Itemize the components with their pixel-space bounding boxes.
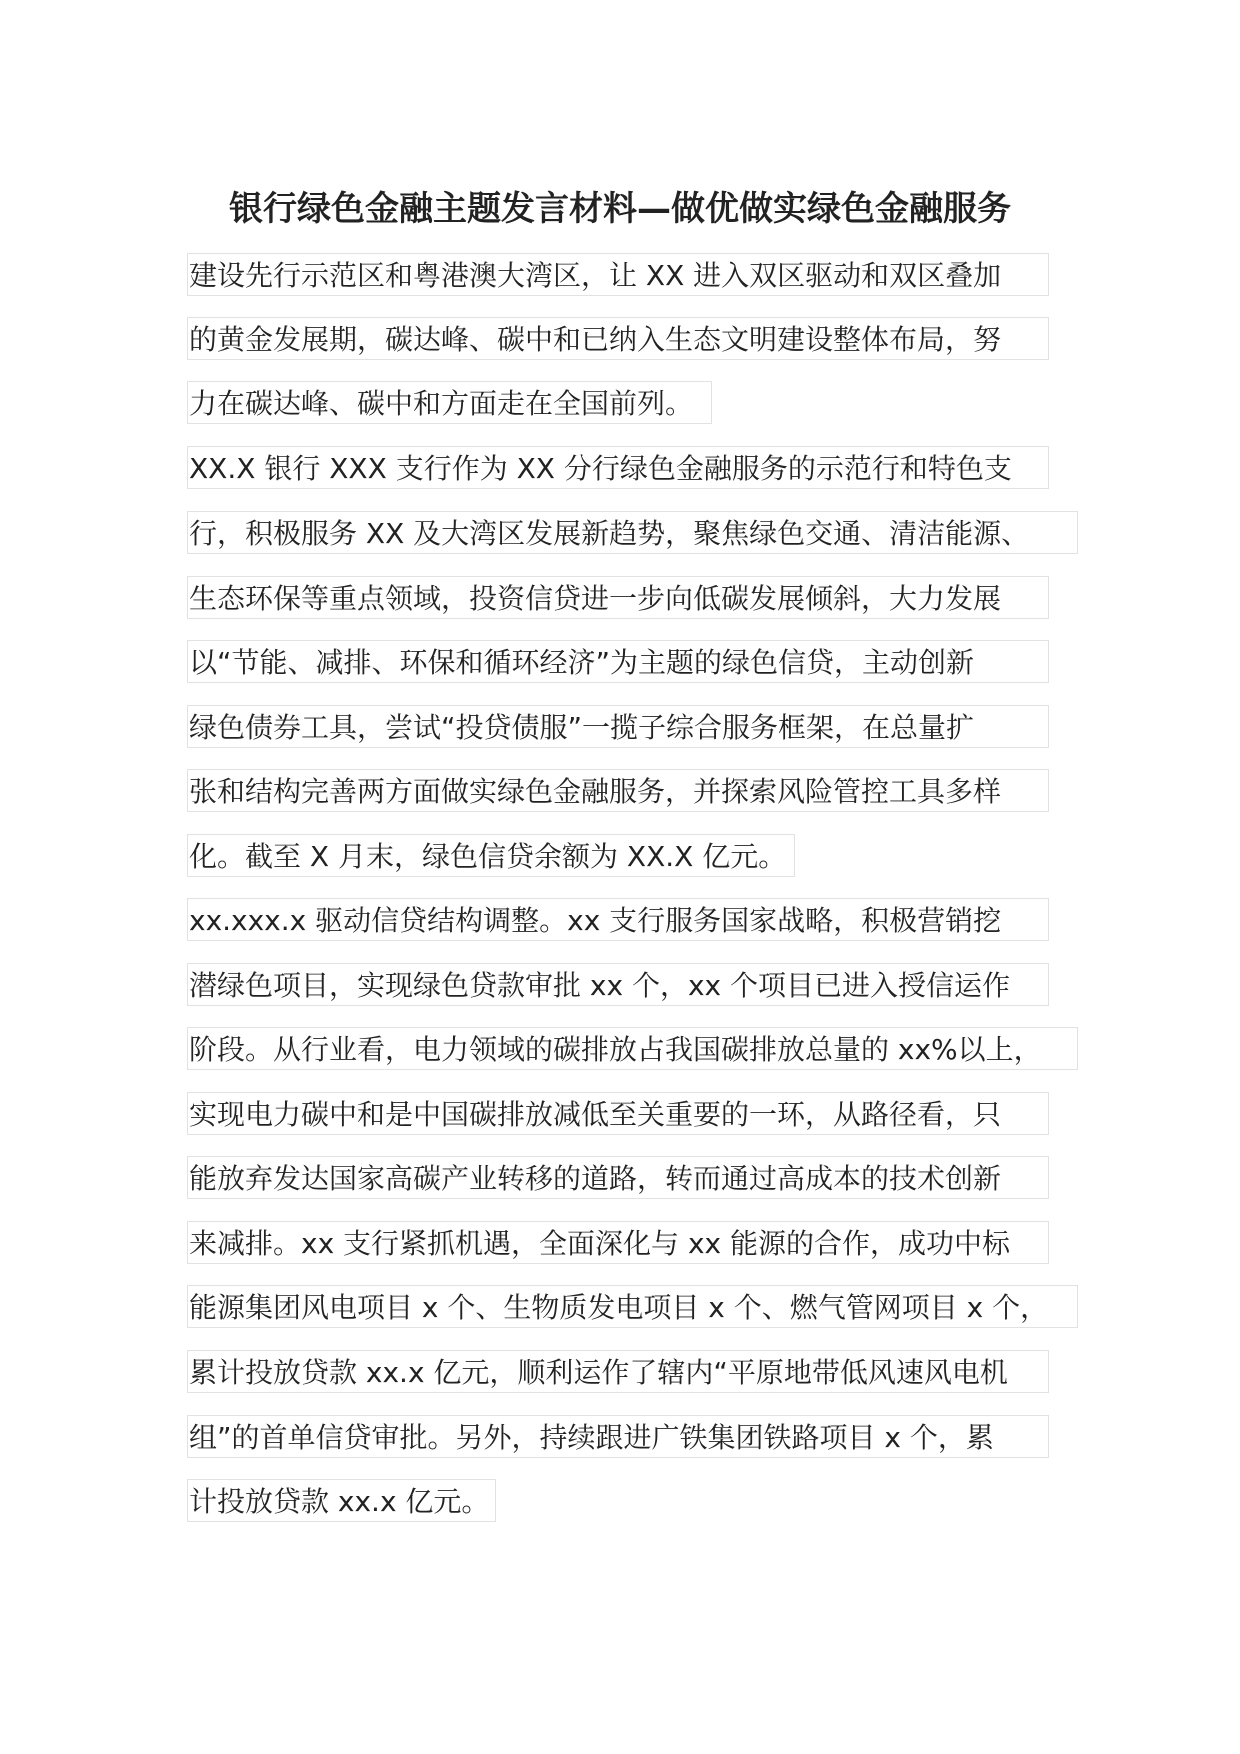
text-line: xx.xxx.x 驱动信贷结构调整。xx 支行服务国家战略，积极营销挖 — [187, 898, 1049, 941]
text-line: 力在碳达峰、碳中和方面走在全国前列。 — [187, 381, 712, 424]
text-line: 阶段。从行业看，电力领域的碳排放占我国碳排放总量的 xx%以上， — [187, 1027, 1078, 1070]
text-line: 实现电力碳中和是中国碳排放减低至关重要的一环，从路径看，只 — [187, 1092, 1049, 1135]
text-line: 能源集团风电项目 x 个、生物质发电项目 x 个、燃气管网项目 x 个， — [187, 1285, 1078, 1328]
text-line: 潜绿色项目，实现绿色贷款审批 xx 个，xx 个项目已进入授信运作 — [187, 963, 1049, 1006]
text-line: 来减排。xx 支行紧抓机遇，全面深化与 xx 能源的合作，成功中标 — [187, 1221, 1049, 1264]
text-line: 行，积极服务 XX 及大湾区发展新趋势，聚焦绿色交通、清洁能源、 — [187, 511, 1078, 554]
text-line: 化。截至 X 月末，绿色信贷余额为 XX.X 亿元。 — [187, 834, 795, 877]
text-line: 计投放贷款 xx.x 亿元。 — [187, 1479, 496, 1522]
text-line: 张和结构完善两方面做实绿色金融服务，并探索风险管控工具多样 — [187, 769, 1049, 812]
text-line: 生态环保等重点领域，投资信贷进一步向低碳发展倾斜，大力发展 — [187, 576, 1049, 619]
text-line: 能放弃发达国家高碳产业转移的道路，转而通过高成本的技术创新 — [187, 1156, 1049, 1199]
text-line: 建设先行示范区和粤港澳大湾区，让 XX 进入双区驱动和双区叠加 — [187, 253, 1049, 296]
document-title: 银行绿色金融主题发言材料—做优做实绿色金融服务 — [229, 189, 1011, 229]
text-line: 绿色债券工具，尝试“投贷债服”一揽子综合服务框架，在总量扩 — [187, 705, 1049, 748]
text-line: 累计投放贷款 xx.x 亿元，顺利运作了辖内“平原地带低风速风电机 — [187, 1350, 1049, 1393]
text-line: XX.X 银行 XXX 支行作为 XX 分行绿色金融服务的示范行和特色支 — [187, 446, 1049, 489]
text-line: 以“节能、减排、环保和循环经济”为主题的绿色信贷，主动创新 — [187, 640, 1049, 683]
text-line: 的黄金发展期，碳达峰、碳中和已纳入生态文明建设整体布局，努 — [187, 317, 1049, 360]
text-line: 组”的首单信贷审批。另外，持续跟进广铁集团铁路项目 x 个，累 — [187, 1415, 1049, 1458]
